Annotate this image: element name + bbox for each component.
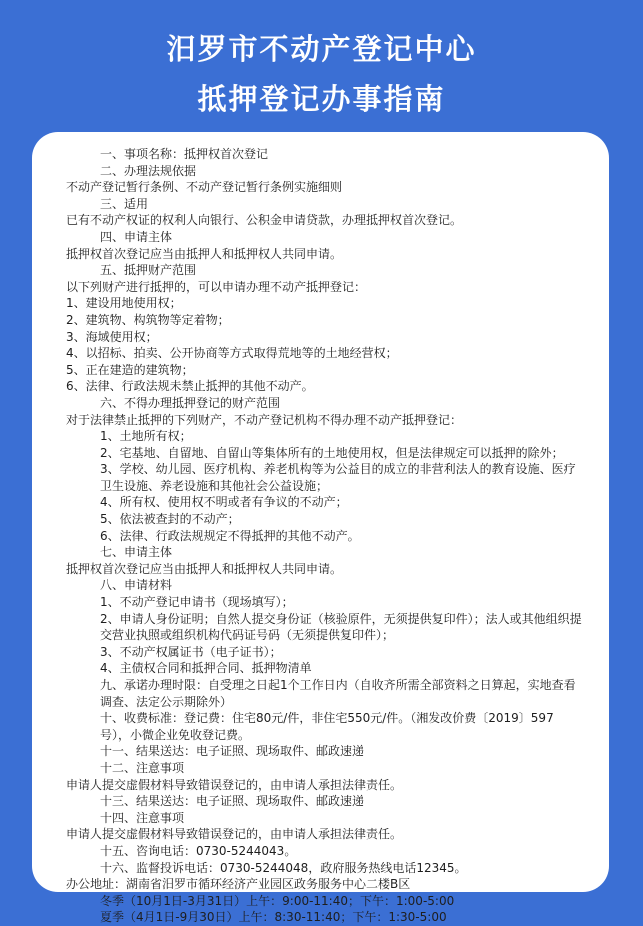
list-item: 2、建筑物、构筑物等定着物； xyxy=(66,312,230,327)
section-heading: 十四、注意事项 xyxy=(100,810,185,825)
list-item: 1、不动产登记申请书（现场填写）； xyxy=(100,595,294,610)
winter-hours: 冬季（10月1日-3月31日）上午：9:00-11:40；下午：1:00-5:00 xyxy=(100,893,455,908)
list-item: 3、学校、幼儿园、医疗机构、养老机构等为公益目的成立的非营利法人的教育设施、医疗卫生设施、养老设施和其他社会公益设施； xyxy=(100,462,576,493)
list-item: 2、申请人身份证明；自然人提交身份证（核验原件，无须提供复印件）；法人或其他组织提交营业执照或组织机构代码证号码（无须提供复印件）； xyxy=(100,611,582,643)
section-heading: 八、申请材料 xyxy=(100,578,173,593)
list-item: 5、依法被查封的不动产； xyxy=(100,512,240,527)
list-item: 1、建设用地使用权； xyxy=(66,296,182,311)
guide-content xyxy=(66,146,582,926)
page-title: 汨罗市不动产登记中心 xyxy=(166,32,477,66)
list-item: 3、海域使用权； xyxy=(66,329,158,344)
list-item: 4、主债权合同和抵押合同、抵押物清单 xyxy=(100,661,312,676)
result-delivery: 十三、结果送达：电子证照、现场取件、邮政速递 xyxy=(100,794,365,809)
list-item: 3、不动产权属证书（电子证书）； xyxy=(100,644,282,659)
summer-hours: 夏季（4月1日-9月30日）上午：8:30-11:40；下午：1:30-5:00 xyxy=(100,910,447,925)
section-heading: 十二、注意事项 xyxy=(100,760,185,775)
section-heading: 七、申请主体 xyxy=(100,545,173,560)
body-text: 申请人提交虚假材料导致错误登记的，由申请人承担法律责任。 xyxy=(66,827,403,842)
body-text: 不动产登记暂行条例、不动产登记暂行条例实施细则 xyxy=(66,180,343,195)
item-name: 一、事项名称：抵押权首次登记 xyxy=(100,147,269,161)
office-address: 办公地址：湖南省汨罗市循环经济产业园区政务服务中心二楼B区 xyxy=(66,877,411,892)
section-heading: 四、申请主体 xyxy=(100,229,173,244)
processing-time: 九、承诺办理时限：自受理之日起1个工作日内（自收齐所需全部资料之日算起，实地查看调查、法定公示期除外） xyxy=(100,678,576,709)
section-heading: 五、抵押财产范围 xyxy=(100,263,197,278)
result-delivery: 十一、结果送达：电子证照、现场取件、邮政速递 xyxy=(100,744,365,759)
section-heading: 三、适用 xyxy=(100,196,149,211)
list-item: 2、宅基地、自留地、自留山等集体所有的土地使用权，但是法律规定可以抵押的除外； xyxy=(100,445,564,460)
list-item: 6、法律、行政法规规定不得抵押的其他不动产。 xyxy=(100,528,360,543)
list-item: 4、所有权、使用权不明或者有争议的不动产； xyxy=(100,495,348,510)
section-heading: 六、不得办理抵押登记的财产范围 xyxy=(100,395,281,410)
body-text: 抵押权首次登记应当由抵押人和抵押权人共同申请。 xyxy=(66,246,343,261)
fee-standard: 十、收费标准：登记费：住宅80元/件，非住宅550元/件。（湘发改价费〔2019〕597号），小微企业免收登记费。 xyxy=(100,711,554,742)
body-text: 已有不动产权证的权利人向银行、公积金申请贷款，办理抵押权首次登记。 xyxy=(66,213,463,228)
body-text: 申请人提交虚假材料导致错误登记的，由申请人承担法律责任。 xyxy=(66,777,403,792)
list-item: 6、法律、行政法规未禁止抵押的其他不动产。 xyxy=(66,379,314,394)
section-heading: 二、办理法规依据 xyxy=(100,163,197,178)
body-text: 抵押权首次登记应当由抵押人和抵押权人共同申请。 xyxy=(66,561,343,576)
list-item: 1、土地所有权； xyxy=(100,429,192,444)
page-subtitle: 抵押登记办事指南 xyxy=(197,82,446,116)
list-item: 4、以招标、拍卖、公开协商等方式取得荒地等的土地经营权； xyxy=(66,346,398,361)
list-item: 5、正在建造的建筑物； xyxy=(66,362,194,377)
body-text: 对于法律禁止抵押的下列财产，不动产登记机构不得办理不动产抵押登记： xyxy=(66,412,463,427)
body-text: 以下列财产进行抵押的，可以申请办理不动产抵押登记： xyxy=(66,279,367,294)
complaint-phone: 十六、监督投诉电话：0730-5244048，政府服务热线电话12345。 xyxy=(100,860,467,875)
consult-phone: 十五、咨询电话：0730-5244043。 xyxy=(100,843,297,858)
